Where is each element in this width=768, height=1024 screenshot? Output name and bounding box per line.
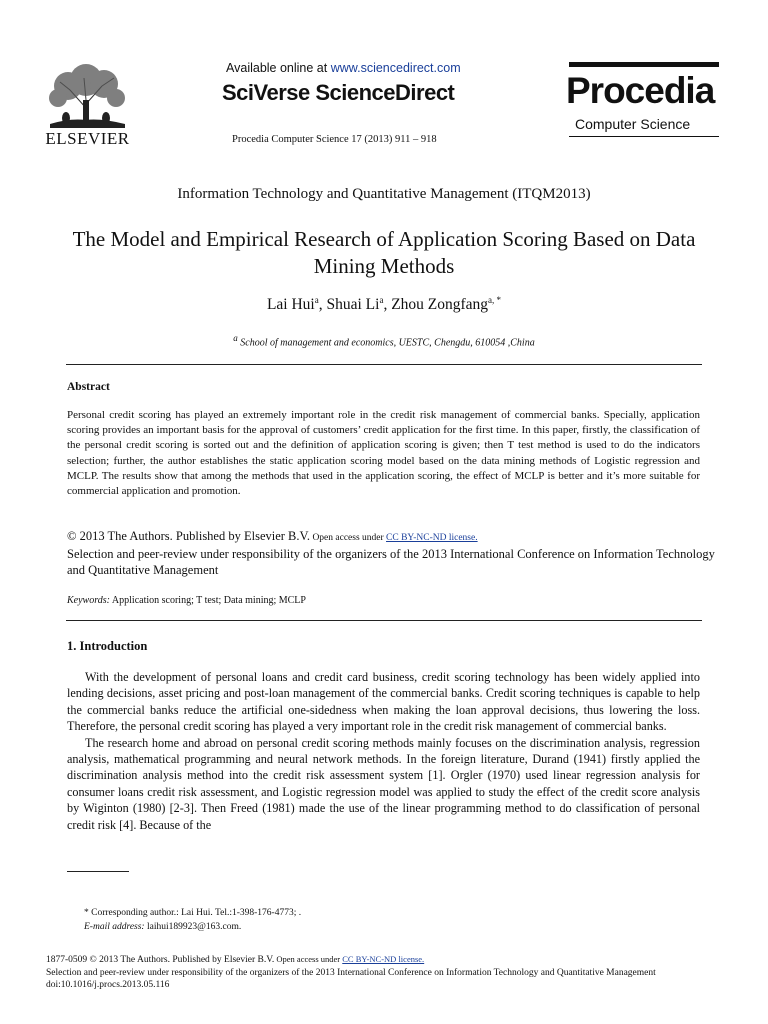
sciencedirect-link[interactable]: www.sciencedirect.com (330, 61, 461, 75)
paragraph: The research home and abroad on personal credit scoring methods mainly focuses on the discrimination analysis, regression analysis, mathematical programming and neural network methods. In the foreign literature, Durand (1941) firstly applied the discrimination analysis method into the credit risk assessment system [1]. Orgler (1970) used linear regression analysis for consumer loans credit risk assessment, and Logistic regression model was applied to study the effect of the credit score analysis by Wiginton (1980) [2-3]. Then Freed (1981) made the use of the linear programming method to do classification of personal credit risk [4]. Because of the (67, 735, 700, 832)
conference-name: Information Technology and Quantitative Management (ITQM2013) (177, 186, 591, 202)
publisher-wordmark: ELSEVIER (45, 129, 130, 148)
footer-license-link[interactable]: CC BY-NC-ND license. (342, 954, 425, 964)
copyright-text: © 2013 The Authors. Published by Elsevier B.V. (67, 529, 311, 543)
brand-bottom-line (569, 136, 719, 137)
footer-doi: doi:10.1016/j.procs.2013.05.116 (46, 980, 170, 990)
affiliation-text: School of management and economics, UESTC, Chengdu, 610054 ,China (237, 337, 535, 349)
footnote (84, 906, 301, 934)
paper-title: The Model and Empirical Research of Application Scoring Based on Data Mining Methods (72, 227, 696, 278)
brand-top-bar (569, 62, 719, 67)
author-separator: , (383, 296, 392, 314)
author-mark: a (314, 295, 319, 305)
footer-open-access: Open access under (274, 954, 343, 964)
abstract-text: Personal credit scoring has played an extremely important role in the credit risk management of commercial banks. Specially, application scoring provides an important basis for the approval of customers’ credit application for the first time. In this paper, firstly, the classification of the personal credit scoring is sorted out and the definition of application scoring is given; then T test method is used to do the indicators selection; further, the author establishes the static application scoring model based on the data mining methods of Logistic regression and MCLP. The results show that among the methods that used in the application scoring, the effect of MCLP is better and it’s more suitable for commercial application and promotion. (67, 409, 700, 498)
introduction-body (67, 669, 700, 833)
divider-bottom (66, 620, 702, 621)
available-online (226, 61, 461, 75)
open-access-text: Open access under (310, 533, 387, 543)
author-name: Zhou Zongfang (391, 296, 489, 314)
affiliation-mark: a (233, 333, 238, 343)
author-name: Shuai Li (326, 296, 380, 314)
author-mark: a, * (488, 295, 502, 305)
affiliation (0, 333, 768, 348)
footer-issn: 1877-0509 © 2013 The Authors. Published by Elsevier B.V. (46, 955, 275, 965)
author-list (0, 295, 768, 314)
paragraph: With the development of personal loans and credit card business, credit scoring technology has been widely applied into lending decisions, asset pricing and post-loan management of the commercial banks. Credit scoring techniques is capable to help the commercial banks reduce the artificial one-sidedness when making the loan approval decisions, thus lowering the loss. Therefore, the personal credit scoring has played a very important role in the credit risk management of commercial banks. (67, 670, 700, 734)
brand-subtitle: Computer Science (575, 116, 691, 132)
journal-reference: Procedia Computer Science 17 (2013) 911 – 918 (232, 134, 437, 145)
keywords-text: Application scoring; T test; Data mining; MCLP (109, 595, 306, 606)
platform-name: SciVerse ScienceDirect (222, 80, 455, 105)
brand-name: Procedia (566, 70, 715, 111)
corresponding-author: * Corresponding author.: Lai Hui. Tel.:1-398-176-4773; . (84, 908, 302, 918)
section-heading-introduction: 1. Introduction (67, 639, 148, 653)
divider-top (66, 364, 702, 365)
peer-review-text: Selection and peer-review under responsibility of the organizers of the 2013 International Conference on Information Technology and Quantitative Management (67, 547, 715, 577)
available-prefix: Available online at (226, 61, 331, 75)
keywords (67, 595, 306, 606)
email-address: laihui189923@163.com. (144, 922, 242, 932)
author-name: Lai Hui (266, 296, 315, 314)
copyright-block (67, 528, 727, 578)
author-separator: , (318, 296, 327, 314)
abstract-heading: Abstract (67, 381, 110, 393)
license-link[interactable]: CC BY-NC-ND license. (386, 533, 478, 543)
footnote-rule (67, 871, 129, 872)
page-footer (46, 953, 736, 992)
keywords-label: Keywords: (67, 595, 110, 606)
author-mark: a (379, 295, 384, 305)
email-label: E-mail address: (84, 922, 145, 932)
footer-peer-review: Selection and peer-review under responsibility of the organizers of the 2013 International Conference on Information Technology and Quantitative Management (46, 967, 656, 978)
